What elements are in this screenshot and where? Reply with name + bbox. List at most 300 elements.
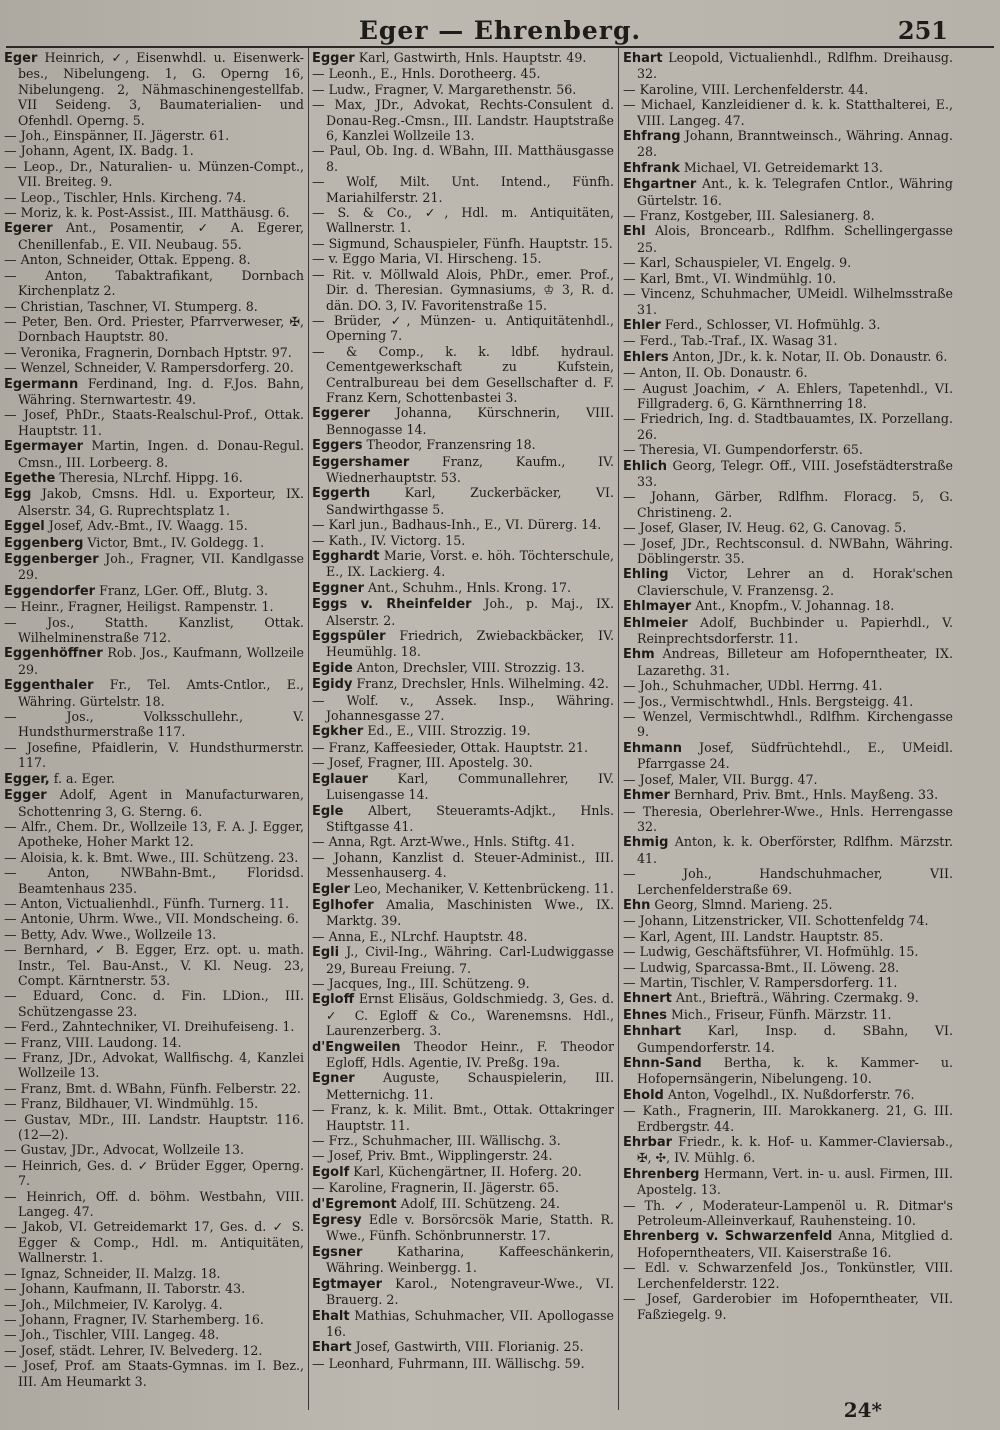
entry-surname: Ehnes — [623, 1007, 667, 1023]
entry-text: — Jos., Statth. Kanzlist, Ottak. Wilhelminenstraße 712. — [4, 614, 304, 646]
directory-entry — [312, 1355, 614, 1371]
entry-text: — Max, JDr., Advokat, Rechts-Consulent d. Donau-Reg.-Cmsn., III. Landstr. Hauptstraße 6, Kanzlei Wollzeile 13. — [312, 97, 614, 144]
directory-entry — [4, 407, 304, 438]
directory-entry — [312, 453, 614, 486]
entry-text: Adolf, Buchbinder u. Papierhdl., V. Reinprechtsdorferstr. 11. — [637, 614, 953, 647]
entry-text: — Peter, Ben. Ord. Priester, Pfarrverweser, ✠, Dornbach Hauptstr. 80. — [4, 313, 304, 345]
directory-entry — [312, 579, 614, 596]
entry-surname: Egg — [4, 487, 32, 503]
directory-entry — [4, 551, 304, 583]
entry-text: — Jacques, Ing., III. Schützeng. 9. — [312, 975, 530, 991]
entry-text: — Josef, Fragner, III. Apostelg. 30. — [312, 755, 533, 771]
entry-surname: Ehfrank — [623, 160, 680, 176]
directory-entry — [312, 405, 614, 437]
directory-entry — [4, 143, 304, 159]
entry-surname: Eggenhöffner — [4, 646, 103, 662]
directory-entry — [4, 739, 304, 771]
directory-entry — [4, 942, 304, 988]
directory-entry — [623, 1291, 953, 1322]
entry-surname: Eggenberg — [4, 535, 84, 551]
entry-text: Jakob, Cmsns. Hdl. u. Exporteur, IX. Alserstr. 34, G. Ruprechtsplatz 1. — [18, 486, 304, 518]
entry-surname: Egner — [312, 1071, 355, 1087]
directory-entry — [4, 469, 304, 486]
entry-text: — Anton, NWBahn-Bmt., Floridsd. Beamtenhaus 235. — [4, 865, 304, 896]
entry-text: Albert, Steueramts-Adjkt., Hnls. Stiftgasse 41. — [326, 802, 614, 834]
directory-entry — [312, 1148, 614, 1164]
directory-entry — [623, 1023, 953, 1055]
entry-text: Adolf, Agent in Manufacturwaren, Schottenring 3, G. Sterng. 6. — [18, 787, 304, 819]
entry-surname: Ehart — [312, 1340, 352, 1356]
directory-entry — [312, 50, 614, 66]
entry-surname: Ehlmayer — [623, 599, 692, 615]
directory-entry — [4, 1080, 304, 1096]
directory-entry — [623, 1228, 953, 1260]
entry-text: Franz, Drechsler, Hnls. Wilhelming. 42. — [356, 676, 609, 692]
entry-text: Michael, VI. Getreidemarkt 13. — [683, 159, 883, 175]
directory-entry — [623, 208, 953, 224]
entry-text: — Jos., Volksschullehr., V. Hundsthurmerstraße 117. — [4, 709, 304, 740]
entry-text: — Heinrich, Off. d. böhm. Westbahn, VIII. Langeg. 47. — [4, 1188, 304, 1220]
entry-text: — & Comp., k. k. ldbf. hydraul. Cementgewerkschaft zu Kufstein, Centralbureau bei dem Gesellschafter d. F. Franz Kern, Schottenbastei 3. — [312, 343, 614, 405]
entry-text: — Brüder, ✓, Münzen- u. Antiquitätenhdl., Operning 7. — [312, 312, 614, 344]
entry-text: — Wolf. v., Assek. Insp., Währing. Johannesgasse 27. — [312, 692, 614, 724]
entry-text: — Friedrich, Ing. d. Stadtbauamtes, IX. Porzellang. 26. — [623, 411, 953, 442]
entry-surname: Eggendorfer — [4, 583, 96, 599]
directory-entry — [312, 1243, 614, 1276]
entry-text: — Karl, Schauspieler, VI. Engelg. 9. — [623, 255, 852, 271]
entry-text: — Josef, Maler, VII. Burgg. 47. — [623, 771, 818, 787]
entry-text: — Rit. v. Möllwald Alois, PhDr., emer. Prof., Dir. d. Theresian. Gymnasiums, ♔ 3, R. d. dän. DO. 3, IV. Favoritenstraße 15. — [312, 266, 614, 313]
page-header — [0, 10, 1000, 46]
entry-text: Victor, Bmt., IV. Goldegg. 1. — [87, 534, 265, 550]
entry-text: Ed., E., VIII. Strozzig. 19. — [367, 723, 531, 739]
entry-text: Karl, Gastwirth, Hnls. Hauptstr. 49. — [358, 50, 587, 65]
directory-entry — [4, 787, 304, 819]
entry-text: J., Civil-Ing., Währing. Carl-Ludwiggasse 29, Bureau Freiung. 7. — [326, 944, 614, 976]
entry-surname: Eggel — [4, 519, 45, 535]
directory-entry — [312, 235, 614, 251]
column-divider — [308, 48, 309, 1410]
directory-entry — [623, 1260, 953, 1291]
entry-text: — Christian, Taschner, VI. Stumperg. 8. — [4, 298, 258, 314]
directory-entry — [312, 532, 614, 548]
entry-surname: Ehling — [623, 567, 669, 583]
column-divider — [618, 48, 619, 1410]
entry-text: Johann, Branntweinsch., Währing. Annag. 28. — [637, 128, 953, 160]
entry-text: — Anna, Rgt. Arzt-Wwe., Hnls. Stiftg. 41. — [312, 834, 575, 850]
entry-text: — Alfr., Chem. Dr., Wollzeile 13, F. A. J. Egger, Apotheke, Hoher Markt 12. — [4, 818, 304, 850]
directory-entry — [4, 911, 304, 927]
entry-surname: Egkher — [312, 724, 364, 740]
directory-entry — [312, 1070, 614, 1102]
entry-text: — Leonh., E., Hnls. Dorotheerg. 45. — [312, 66, 541, 82]
directory-entry — [312, 1212, 614, 1244]
entry-surname: Ehalt — [312, 1308, 350, 1324]
directory-entry — [4, 645, 304, 677]
directory-entry — [312, 596, 614, 628]
directory-entry — [623, 1006, 953, 1023]
entry-text: Mich., Friseur, Fünfh. Märzstr. 11. — [670, 1006, 892, 1022]
entry-text: Anton, Drechsler, VIII. Strozzig. 13. — [356, 659, 585, 675]
directory-entry — [4, 614, 304, 646]
signature-mark: 24* — [843, 1398, 882, 1422]
directory-entry — [312, 692, 614, 724]
entry-surname: Eger — [4, 51, 38, 66]
entry-text: — Kath., IV. Victorg. 15. — [312, 532, 466, 548]
entry-text: Theodor, Franzensring 18. — [366, 437, 536, 453]
directory-entry — [312, 81, 614, 97]
directory-entry — [4, 1219, 304, 1266]
directory-entry — [312, 834, 614, 850]
directory-entry — [623, 974, 953, 990]
directory-entry — [4, 1327, 304, 1343]
directory-entry — [4, 50, 304, 128]
entry-text: — Franz, Kostgeber, III. Salesianerg. 8. — [623, 208, 875, 224]
entry-text: — Josef, Glaser, IV. Heug. 62, G. Canovag. 5. — [623, 520, 907, 536]
entry-surname: Egolf — [312, 1164, 350, 1180]
entry-text: — Wolf, Milt. Unt. Intend., Fünfh. Mariahilferstr. 21. — [312, 174, 614, 205]
directory-entry — [623, 316, 953, 333]
entry-surname: Egtmayer — [312, 1276, 383, 1292]
entry-text: Leopold, Victualienhdl., Rdlfhm. Dreihausg. 32. — [637, 50, 953, 82]
directory-entry — [623, 834, 953, 866]
directory-entry — [623, 959, 953, 975]
entry-text: Joh., p. Maj., IX. Alserstr. 2. — [326, 596, 614, 628]
directory-entry — [4, 267, 304, 299]
directory-entry — [623, 457, 953, 490]
entry-surname: Egerer — [4, 221, 53, 237]
directory-entry — [623, 255, 953, 271]
directory-entry — [4, 313, 304, 345]
entry-text: — Ludwig, Geschäftsführer, VI. Hofmühlg. 15. — [623, 944, 919, 960]
directory-entry — [623, 598, 953, 615]
entry-text: Theodor Heinr., F. Theodor Egloff, Hdls. Agentie, IV. Preßg. 19a. — [326, 1038, 614, 1070]
directory-entry — [312, 97, 614, 144]
directory-entry — [4, 926, 304, 942]
entry-text: Ant., k. k. Telegrafen Cntlor., Währing Gürtelstr. 16. — [637, 176, 953, 208]
directory-entry — [623, 348, 953, 365]
entry-text: Mathias, Schuhmacher, VII. Apollogasse 16. — [326, 1307, 614, 1339]
directory-entry — [312, 205, 614, 236]
entry-text: — Karl, Bmt., VI. Windmühlg. 10. — [623, 270, 837, 286]
entry-surname: Ehn — [623, 897, 651, 913]
directory-entry — [312, 485, 614, 517]
directory-entry — [623, 739, 953, 772]
entry-text: — Ludwig, Sparcassa-Bmt., II. Löweng. 28. — [623, 959, 900, 975]
entry-surname: Ehl — [623, 224, 646, 240]
entry-text: — Josef, Prof. am Staats-Gymnas. im I. Bez., III. Am Heumarkt 3. — [4, 1358, 304, 1389]
entry-text: — Theresia, Oberlehrer-Wwe., Hnls. Herrengasse 32. — [623, 803, 953, 834]
entry-text: Karl, Zuckerbäcker, VI. Sandwirthgasse 5. — [326, 485, 614, 517]
entry-text: — Josef, städt. Lehrer, IV. Belvederg. 12. — [4, 1342, 263, 1358]
directory-entry — [312, 739, 614, 755]
entry-text: — Leonhard, Fuhrmann, III. Wällischg. 59. — [312, 1355, 585, 1371]
directory-entry — [312, 659, 614, 676]
entry-text: Anton, JDr., k. k. Notar, II. Ob. Donaustr. 6. — [672, 348, 948, 364]
directory-entry — [4, 298, 304, 314]
entry-text: — Ludw., Fragner, V. Margarethenstr. 56. — [312, 81, 577, 97]
entry-text: — Th. ✓, Moderateur-Lampenöl u. R. Ditmar's Petroleum-Alleinverkauf, Rauhensteing. 10. — [623, 1197, 953, 1229]
entry-surname: Ehnert — [623, 991, 672, 1007]
entry-text: — S. & Co., ✓, Hdl. m. Antiquitäten, Wallnerstr. 1. — [312, 205, 614, 236]
entry-text: — Johann, Fragner, IV. Starhemberg. 16. — [4, 1311, 264, 1327]
directory-entry — [623, 520, 953, 536]
entry-text: — Joh., Tischler, VIII. Langeg. 48. — [4, 1327, 220, 1343]
column-2 — [312, 50, 614, 1390]
entry-text: Karl, Communallehrer, IV. Luisengasse 14. — [326, 770, 614, 803]
entry-text: Leo, Mechaniker, V. Kettenbrückeng. 11. — [353, 880, 614, 896]
entry-text: — Aloisia, k. k. Bmt. Wwe., III. Schützeng. 23. — [4, 849, 299, 865]
directory-entry — [623, 787, 953, 804]
entry-surname: Ehmer — [623, 788, 670, 804]
directory-entry — [312, 312, 614, 344]
directory-entry — [4, 1265, 304, 1281]
entry-text: — August Joachim, ✓ A. Ehlers, Tapetenhdl., VI. Fillgraderg. 6, G. Kärnthnerring 18. — [623, 380, 953, 411]
entry-text: Ernst Elisäus, Goldschmiedg. 3, Ges. d. ✓ C. Egloff & Co., Warenemsns. Hdl., Laurenzerberg. 3. — [326, 991, 614, 1039]
directory-entry — [4, 709, 304, 740]
directory-entry — [623, 566, 953, 598]
entry-text: — Wenzel, Schneider, V. Rampersdorferg. 20. — [4, 360, 294, 376]
entry-text: Franz, LGer. Off., Blutg. 3. — [99, 582, 269, 598]
entry-text: — Joh., Einspänner, II. Jägerstr. 61. — [4, 128, 230, 144]
directory-entry — [4, 438, 304, 470]
entry-text: — Antonie, Uhrm. Wwe., VII. Mondscheing. 6. — [4, 911, 299, 927]
entry-surname: Ehold — [623, 1087, 664, 1103]
entry-text: — Eduard, Conc. d. Fin. LDion., III. Schützengasse 23. — [4, 988, 304, 1019]
entry-surname: Ehnn-Sand — [623, 1056, 702, 1071]
entry-text: — Gustav, MDr., III. Landstr. Hauptstr. 116. (12—2). — [4, 1111, 304, 1143]
directory-entry — [312, 1275, 614, 1308]
directory-entry — [623, 365, 953, 381]
directory-entry — [312, 755, 614, 771]
entry-text: Friedr., k. k. Hof- u. Kammer-Claviersab., ✠, ✣, IV. Mühlg. 6. — [637, 1134, 953, 1166]
directory-entry — [4, 1281, 304, 1297]
entry-text: — Joh., Schuhmacher, UDbl. Herrng. 41. — [623, 678, 883, 694]
directory-entry — [623, 1103, 953, 1134]
directory-entry — [623, 442, 953, 458]
directory-entry — [312, 770, 614, 803]
entry-text: — Martin, Tischler, V. Rampersdorferg. 11. — [623, 974, 898, 990]
directory-entry — [4, 582, 304, 599]
directory-entry — [623, 1055, 953, 1087]
directory-entry — [312, 1307, 614, 1340]
entry-text: — Paul, Ob. Ing. d. WBahn, III. Matthäusgasse 8. — [312, 143, 614, 174]
column-3 — [623, 50, 953, 1390]
entry-text: Alois, Broncearb., Rdlfhm. Schellingergasse 25. — [637, 223, 953, 255]
entry-text: — Karl jun., Badhaus-Inh., E., VI. Dürerg. 14. — [312, 517, 602, 533]
entry-text: — Josef, Priv. Bmt., Wipplingerstr. 24. — [312, 1148, 553, 1164]
directory-entry — [623, 896, 953, 913]
entry-text: — Johann, Kanzlist d. Steuer-Administ., III. Messenhauserg. 4. — [312, 849, 614, 881]
entry-text: — Josef, PhDr., Staats-Realschul-Prof., Ottak. Hauptstr. 11. — [4, 407, 304, 438]
entry-text: — Josef, Garderobier im Hofoperntheater, VII. Faßziegelg. 9. — [623, 1291, 953, 1322]
entry-text: Andreas, Billeteur am Hofoperntheater, IX. Lazarethg. 31. — [637, 646, 953, 678]
entry-text: Joh., Fragner, VII. Kandlgasse 29. — [18, 551, 304, 583]
entry-surname: Ehnhart — [623, 1024, 682, 1040]
directory-entry — [623, 333, 953, 349]
directory-entry — [312, 802, 614, 835]
entry-text: Marie, Vorst. e. höh. Töchterschule, E., IX. Lackierg. 4. — [326, 548, 614, 580]
directory-entry — [312, 437, 614, 454]
entry-text: — Veronika, Fragnerin, Dornbach Hptstr. 97. — [4, 344, 292, 360]
entry-surname: Ehgartner — [623, 177, 697, 193]
directory-entry — [623, 646, 953, 678]
entry-surname: Eggershamer — [312, 454, 410, 470]
directory-entry — [312, 1195, 614, 1212]
entry-text: Victor, Lehrer an d. Horak'schen Clavierschule, V. Franzensg. 2. — [637, 566, 953, 598]
entry-surname: Egermann — [4, 376, 79, 392]
directory-entry — [312, 548, 614, 580]
entry-surname: Egidy — [312, 677, 353, 693]
entry-text: Bernhard, Priv. Bmt., Hnls. Mayßeng. 33. — [673, 787, 939, 803]
entry-surname: Eggner — [312, 580, 364, 596]
entry-surname: Eggerer — [312, 406, 370, 422]
entry-text: Rob. Jos., Kaufmann, Wollzeile 29. — [18, 645, 304, 677]
directory-entry — [4, 1342, 304, 1358]
entry-text: Ferdinand, Ing. d. F.Jos. Bahn, Währing. Sternwartestr. 49. — [18, 375, 304, 407]
entry-surname: Ehler — [623, 317, 661, 333]
directory-entry — [312, 1339, 614, 1356]
directory-entry — [4, 1142, 304, 1158]
directory-entry — [623, 380, 953, 412]
directory-entry — [623, 81, 953, 97]
entry-text: Anna, Mitglied d. Hofoperntheaters, VII. Kaiserstraße 16. — [637, 1228, 953, 1260]
directory-entry — [623, 1197, 953, 1229]
entry-surname: Egide — [312, 660, 353, 676]
directory-entry — [623, 50, 953, 82]
entry-surname: Egethe — [4, 470, 56, 486]
directory-entry — [4, 1096, 304, 1112]
directory-entry — [4, 1111, 304, 1143]
entry-text: Theresia, NLrchf. Hippg. 16. — [59, 469, 243, 485]
entry-text: Ant., Schuhm., Hnls. Krong. 17. — [368, 579, 572, 595]
directory-entry — [623, 489, 953, 520]
entry-text: Josef, Südfrüchtehdl., E., UMeidl. Pfarrgasse 24. — [637, 739, 953, 772]
entry-text: Heinrich, ✓, Eisenwhdl. u. Eisenwerk-bes., Nibelungeng. 1, G. Operng 16, Nibelungeng. 2, Nähmaschinengestellfab. VII Seideng. 3, Baumaterialien- und Ofenhdl. Operng. 5. — [18, 50, 304, 128]
entry-text: Ferd., Schlosser, VI. Hofmühlg. 3. — [664, 316, 881, 332]
directory-entry — [4, 1019, 304, 1035]
entry-text: — Joh., Milchmeier, IV. Karolyg. 4. — [4, 1296, 223, 1312]
directory-entry — [623, 97, 953, 128]
directory-entry — [312, 1163, 614, 1180]
directory-entry — [4, 599, 304, 615]
entry-text: — Karl, Agent, III. Landstr. Hauptstr. 85. — [623, 928, 884, 944]
entry-text: — Bernhard, ✓ B. Egger, Erz. opt. u. math. Instr., Tel. Bau-Anst., V. Kl. Neug. 23, Compt. Kärntnerstr. 53. — [4, 942, 304, 988]
entry-surname: Egermayer — [4, 439, 84, 455]
entry-text: — Jos., Vermischtwhdl., Hnls. Bergsteigg. 41. — [623, 693, 914, 709]
entry-text: Friedrich, Zwiebackbäcker, IV. Heumühlg. 18. — [326, 628, 614, 660]
directory-entry — [623, 411, 953, 442]
directory-entry — [623, 128, 953, 160]
entry-surname: Ehlmeier — [623, 615, 688, 631]
directory-entry — [4, 375, 304, 408]
directory-entry — [623, 270, 953, 286]
directory-entry — [312, 723, 614, 740]
entry-text: — Josef, JDr., Rechtsconsul. d. NWBahn, Währing. Döblingerstr. 35. — [623, 535, 953, 566]
directory-entry — [623, 866, 953, 897]
entry-surname: d'Egremont — [312, 1196, 397, 1212]
entry-surname: Eggerth — [312, 486, 371, 502]
entry-text: — Edl. v. Schwarzenfeld Jos., Tonkünstler, VIII. Lerchenfelderstr. 122. — [623, 1260, 953, 1291]
entry-text: — Ferd., Zahntechniker, VI. Dreihufeiseng. 1. — [4, 1019, 295, 1035]
entry-text: Franz, Kaufm., IV. Wiednerhauptstr. 53. — [326, 453, 614, 485]
directory-entry — [4, 158, 304, 190]
directory-entry — [623, 159, 953, 176]
directory-entry — [312, 66, 614, 82]
entry-text: Josef, Gastwirth, VIII. Florianig. 25. — [355, 1339, 584, 1355]
entry-text: — Franz, Kaffeesieder, Ottak. Hauptstr. 21. — [312, 739, 588, 755]
entry-surname: Egloff — [312, 992, 355, 1008]
directory-entry — [4, 849, 304, 865]
entry-text: Karl, Insp. d. SBahn, VI. Gumpendorferstr. 14. — [637, 1023, 953, 1055]
entry-surname: Egsner — [312, 1244, 363, 1260]
entry-surname: Eggenberger — [4, 552, 99, 567]
directory-entry — [623, 709, 953, 740]
directory-entry — [623, 693, 953, 709]
directory-entry — [312, 975, 614, 991]
entry-text: — Franz, JDr., Advokat, Wallfischg. 4, Kanzlei Wollzeile 13. — [4, 1050, 304, 1081]
entry-text: Karl, Küchengärtner, II. Hoferg. 20. — [353, 1163, 582, 1179]
directory-entry — [623, 223, 953, 255]
directory-entry — [4, 220, 304, 252]
entry-surname: Eggers — [312, 438, 363, 454]
directory-entry — [623, 928, 953, 944]
entry-surname: Ehrenberg v. Schwarzenfeld — [623, 1229, 833, 1245]
directory-entry — [623, 176, 953, 208]
directory-entry — [312, 628, 614, 660]
entry-text: — Johann, Kaufmann, II. Taborstr. 43. — [4, 1281, 246, 1297]
directory-entry — [312, 880, 614, 897]
entry-text: — Vincenz, Schuhmacher, UMeidl. Wilhelmsstraße 31. — [623, 286, 953, 317]
directory-entry — [312, 1133, 614, 1149]
entry-text: — Anton, Victualienhdl., Fünfh. Turnerg. 11. — [4, 895, 289, 911]
entry-text: — Theresia, VI. Gumpendorferstr. 65. — [623, 442, 863, 458]
entry-text: — Heinrich, Ges. d. ✓ Brüder Egger, Operng. 7. — [4, 1157, 304, 1189]
entry-surname: Egghardt — [312, 549, 380, 564]
entry-text: — Michael, Kanzleidiener d. k. k. Statthalterei, E., VIII. Langeg. 47. — [623, 97, 953, 128]
directory-entry — [623, 913, 953, 929]
entry-surname: d'Engweilen — [312, 1039, 401, 1055]
entry-surname: Ehrbar — [623, 1135, 673, 1151]
directory-entry — [4, 895, 304, 911]
directory-entry — [623, 614, 953, 647]
entry-text: — Johann, Gärber, Rdlfhm. Floracg. 5, G. Christineng. 2. — [623, 489, 953, 520]
entry-text: — Franz, Bildhauer, VI. Windmühlg. 15. — [4, 1096, 259, 1112]
directory-entry — [623, 771, 953, 787]
entry-text: — v. Eggo Maria, VI. Hirscheng. 15. — [312, 251, 542, 267]
directory-entry — [312, 1102, 614, 1133]
entry-surname: Egli — [312, 945, 340, 961]
page-number: 251 — [897, 16, 948, 45]
directory-entry — [312, 944, 614, 976]
entry-text: — Ferd., Tab.-Traf., IX. Wasag 31. — [623, 333, 838, 349]
entry-surname: Ehrenberg — [623, 1166, 700, 1182]
entry-text: — Anton, Tabaktrafikant, Dornbach Kirchenplatz 2. — [4, 267, 304, 299]
entry-text: — Franz, Bmt. d. WBahn, Fünfh. Felberstr. 22. — [4, 1080, 301, 1096]
directory-entry — [623, 535, 953, 567]
entry-surname: Eglauer — [312, 771, 368, 787]
entry-surname: Ehmig — [623, 835, 669, 851]
entry-surname: Eglhofer — [312, 897, 374, 913]
entry-surname: Ehmann — [623, 740, 682, 756]
directory-entry — [623, 286, 953, 317]
entry-surname: Egler — [312, 881, 350, 897]
directory-entry — [4, 865, 304, 896]
directory-entry — [312, 343, 614, 406]
directory-entry — [4, 360, 304, 376]
directory-entry — [312, 143, 614, 174]
entry-text: — Sigmund, Schauspieler, Fünfh. Hauptstr. 15. — [312, 235, 613, 251]
